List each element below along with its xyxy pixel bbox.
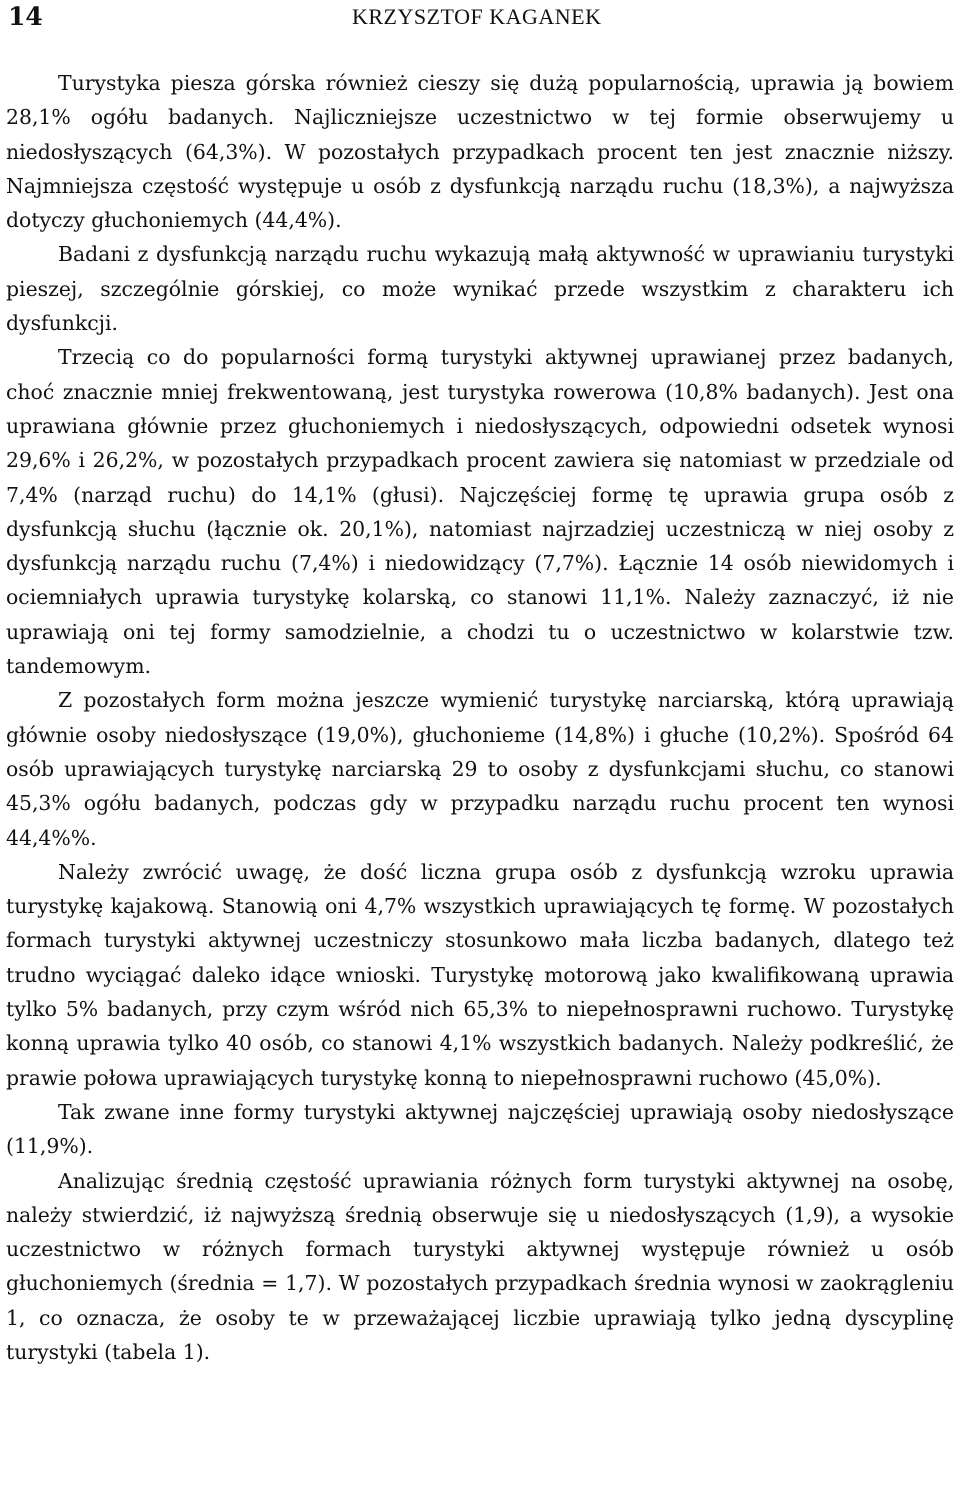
page-header (0, 0, 960, 40)
paragraph: Analizując średnią częstość uprawiania różnych form turystyki aktywnej na osobę, należy stwierdzić, iż najwyższą średnią obserwuje się u niedosłyszących (1,9), a wysokie uczestnictwo w różnych formach turystyki aktywnej występuje również u osób głuchoniemych (średnia = 1,7). W pozostałych przypadkach średnia wynosi w zaokrągleniu 1, co oznacza, że osoby te w przeważającej liczbie uprawiają tylko jedną dyscyplinę turystyki (tabela 1). (6, 1168, 954, 1364)
paragraph: Należy zwrócić uwagę, że dość liczna grupa osób z dysfunkcją wzroku uprawia turystykę kajakową. Stanowią oni 4,7% wszystkich uprawiających tę formę. W pozostałych formach turystyki aktywnej uczestniczy stosunkowo mała liczba badanych, dlatego też trudno wyciągać daleko idące wnioski. Turystykę motorową jako kwalifikowaną uprawia tylko 5% badanych, przy czym wśród nich 65,3% to niepełnosprawni ruchowo. Turystykę konną uprawia tylko 40 osób, co stanowi 4,1% wszystkich badanych. Należy podkreślić, że prawie połowa uprawiających turystykę konną to niepełnosprawni ruchowo (45,0%). (6, 859, 954, 1090)
paragraph: Badani z dysfunkcją narządu ruchu wykazują małą aktywność w uprawianiu turystyki pieszej, szczególnie górskiej, co może wynikać przede wszystkim z charakteru ich dysfunkcji. (6, 242, 954, 336)
paragraph: Z pozostałych form można jeszcze wymienić turystykę narciarską, którą uprawiają głównie osoby niedosłyszące (19,0%), głuchonieme (14,8%) i głuche (10,2%). Spośród 64 osób uprawiających turystykę narciarską 29 to osoby z dysfunkcjami słuchu, co stanowi 45,3% ogółu badanych, podczas gdy w przypadku narządu ruchu procent ten wynosi 44,4%%. (6, 688, 954, 850)
paragraph: Turystyka piesza górska również cieszy się dużą popularnością, uprawia ją bowiem 28,1% ogółu badanych. Najliczniejsze uczestnictwo w tej formie obserwujemy u niedosłyszących (64,3%). W pozostałych przypadkach procent ten jest znacznie niższy. Najmniejsza częstość występuje u osób z dysfunkcją narządu ruchu (18,3%), a najwyższa dotyczy głuchoniemych (44,4%). (6, 71, 954, 233)
page-number: 14 (8, 2, 43, 31)
running-head-author: KRZYSZTOF KAGANEK (352, 4, 602, 29)
paragraph: Trzecią co do popularności formą turystyki aktywnej uprawianej przez badanych, choć znacznie mniej frekwentowaną, jest turystyka rowerowa (10,8% badanych). Jest ona uprawiana głównie przez głuchoniemych i niedosłyszących, odpowiedni odsetek wynosi 29,6% i 26,2%, w pozostałych przypadkach procent zawiera się natomiast w przedziale od 7,4% (narząd ruchu) do 14,1% (głusi). Najczęściej formę tę uprawia grupa osób z dysfunkcją słuchu (łącznie ok. 20,1%), natomiast najrzadziej uczestniczą w niej osoby z dysfunkcją narządu ruchu (7,4%) i niedowidzący (7,7%). Łącznie 14 osób niewidomych i ociemniałych uprawia turystykę kolarską, co stanowi 11,1%. Należy zaznaczyć, iż nie uprawiają oni tej formy samodzielnie, a chodzi tu o uczestnictwo w kolarstwie tzw. tandemowym. (6, 345, 954, 679)
body-text (6, 66, 954, 1369)
paragraph: Tak zwane inne formy turystyki aktywnej najczęściej uprawiają osoby niedosłyszące (11,9%). (6, 1099, 954, 1159)
